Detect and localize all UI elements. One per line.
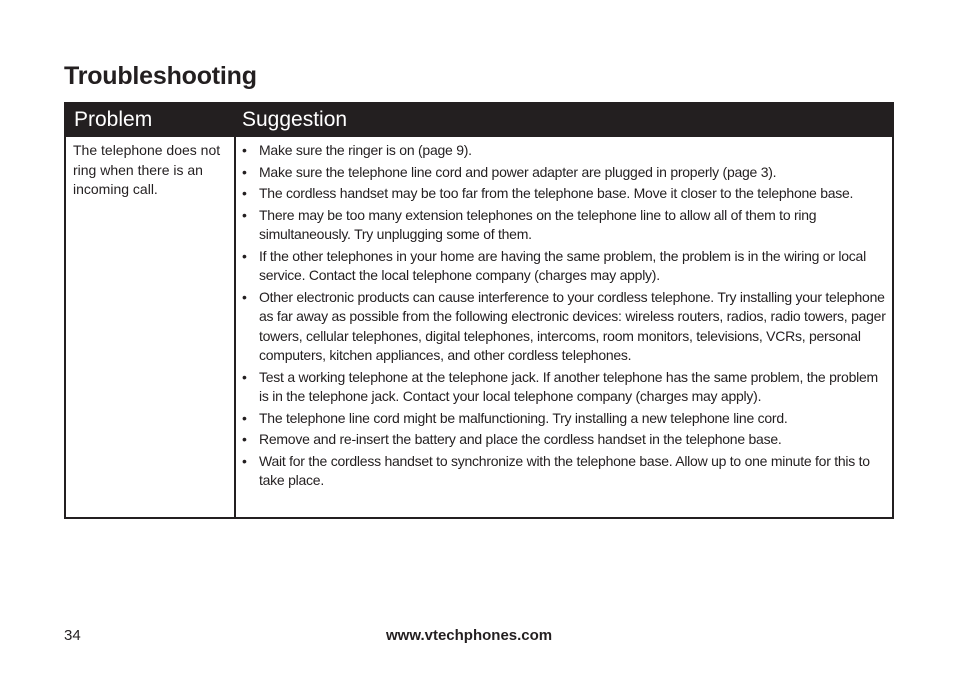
header-suggestion: Suggestion <box>242 108 348 131</box>
bullet-icon: • <box>242 247 247 264</box>
list-item <box>242 368 888 407</box>
problem-cell: The telephone does not ring when there is an incoming call. <box>73 142 221 197</box>
bullet-icon: • <box>242 368 247 385</box>
list-item <box>242 430 888 450</box>
bullet-icon: • <box>242 288 247 305</box>
bullet-icon: • <box>242 452 247 469</box>
list-item <box>242 141 888 161</box>
suggestion-text: The telephone line cord might be malfunctioning. Try installing a new telephone line cord. <box>259 409 788 426</box>
suggestion-text: Other electronic products can cause interference to your cordless telephone. Try installing your telephone as far away as possible from the following electronic devices: wireless routers, radios, radio towers, pager towers, cellular telephones, digital telephones, intercoms, room monitors, televisions, VCRs, personal computers, kitchen appliances, and other cordless telephones. <box>259 288 886 363</box>
suggestion-list <box>242 141 888 493</box>
suggestion-text: Wait for the cordless handset to synchronize with the telephone base. Allow up to one minute for this to take place. <box>259 452 870 488</box>
suggestion-text: Test a working telephone at the telephone jack. If another telephone has the same problem, the problem is in the telephone jack. Contact your local telephone company (charges may apply). <box>259 368 878 404</box>
list-item <box>242 452 888 491</box>
suggestion-text: The cordless handset may be too far from the telephone base. Move it closer to the telephone base. <box>259 185 854 201</box>
table-header <box>66 104 892 137</box>
suggestion-text: If the other telephones in your home are having the same problem, the problem is in the wiring or local service. Contact the local telephone company (charges may apply). <box>259 247 866 283</box>
suggestion-text: There may be too many extension telephones on the telephone line to allow all of them to ring simultaneously. Try unplugging some of them. <box>259 206 817 242</box>
page-number: 34 <box>64 627 81 644</box>
list-item <box>242 247 888 286</box>
list-item <box>242 206 888 245</box>
bullet-icon: • <box>242 185 247 201</box>
suggestion-text: Make sure the telephone line cord and power adapter are plugged in properly (page 3). <box>259 163 777 180</box>
list-item <box>242 184 888 204</box>
bullet-icon: • <box>242 409 247 426</box>
bullet-icon: • <box>242 431 247 447</box>
bullet-icon: • <box>242 206 247 223</box>
suggestion-text: Remove and re-insert the battery and place the cordless handset in the telephone base. <box>259 431 782 447</box>
list-item <box>242 409 888 429</box>
column-divider <box>234 137 236 517</box>
bullet-icon: • <box>242 142 247 158</box>
header-problem: Problem <box>74 108 153 131</box>
list-item <box>242 163 888 183</box>
suggestion-text: Make sure the ringer is on (page 9). <box>259 142 472 158</box>
page-title: Troubleshooting <box>64 62 257 90</box>
list-item <box>242 288 888 366</box>
bullet-icon: • <box>242 163 247 180</box>
troubleshooting-table <box>64 102 894 519</box>
footer-url: www.vtechphones.com <box>386 627 553 644</box>
